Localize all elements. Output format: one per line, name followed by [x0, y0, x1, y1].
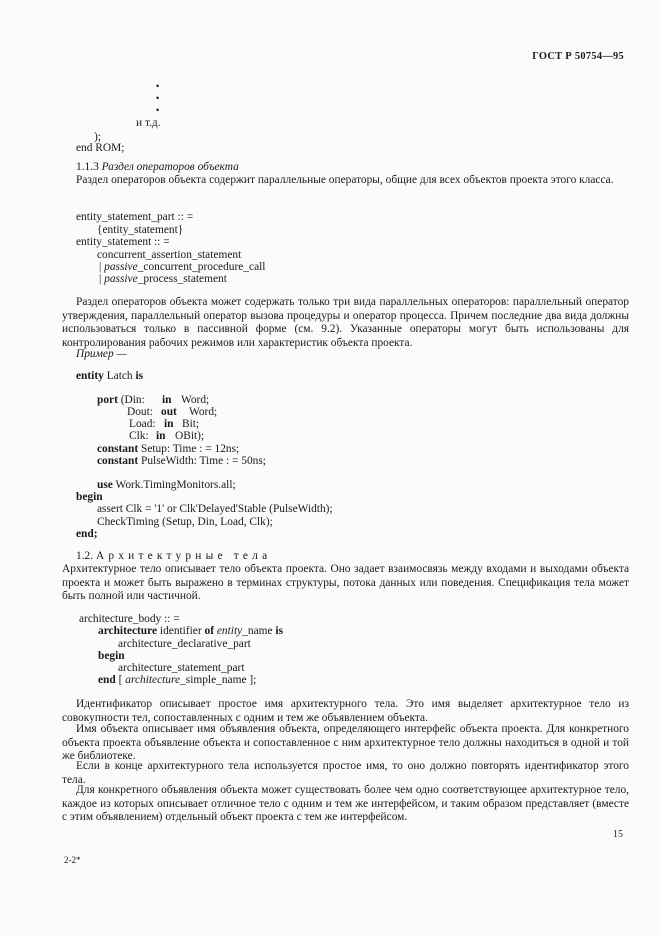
paragraph: Имя объекта описывает имя объявления объекта, определяющего интерфейс объекта проекта. Для конкретного объекта проекта объявление объекта и сопоставленное с ним архитектурное тело должны находиться в одной и той же библиотеке. — [62, 723, 629, 763]
code-line: CheckTiming (Setup, Din, Load, Clk); — [97, 516, 273, 528]
keyword: in — [156, 430, 166, 442]
keyword: end; — [76, 528, 98, 540]
italic-term: entity — [216, 625, 243, 637]
italic-term: passive — [104, 261, 138, 273]
keyword: begin — [98, 650, 125, 662]
grammar-line: architecture_declarative_part — [118, 638, 251, 650]
section-number: 1.2. — [76, 550, 94, 562]
paragraph: Раздел операторов объекта содержит параллельные операторы, общие для всех объектов проекта этого класса. — [76, 174, 614, 186]
paragraph: Для конкретного объявления объекта может существовать более чем одно соответствующее архитектурное тело, каждое из которых описывает отличное тело с одним и тем же интерфейсом, и таким образом представляет (вместе с этим объявлением) отдельный объект проекта с тем же интерфейсом. — [62, 784, 629, 824]
signature-mark: 2-2* — [64, 855, 81, 865]
ellipsis-dot: • — [156, 105, 160, 115]
code-text: Dout: — [127, 406, 153, 418]
keyword: port — [97, 394, 118, 406]
bracket: ]; — [249, 674, 257, 686]
code-text: Work.TimingMonitors.all; — [115, 479, 236, 491]
code-text: Setup: Time : = 12ns; — [141, 443, 240, 455]
code-text: Bit; — [182, 418, 200, 430]
ellipsis-dot: • — [156, 81, 160, 91]
document-header: ГОСТ Р 50754—95 — [532, 51, 624, 62]
grammar-line — [98, 625, 283, 639]
code-text: Clk: — [129, 430, 149, 442]
section-title: Архитектурные тела — [95, 550, 272, 562]
paragraph: Раздел операторов объекта может содержать только три вида параллельных операторов: параллельный оператор утверждения, параллельный оператор вызова процедуры и оператор процесса. Причем последние два вида должны использоваться только в пассивной форме (см. 9.2). Указанные операторы могут быть использованы для контролирования рабочих режимов или характеристик объекта проекта. — [62, 296, 629, 349]
section-number: 1.1.3 — [76, 161, 99, 173]
code-text: Load: — [129, 418, 156, 430]
code-line: ); — [94, 131, 101, 143]
keyword: entity — [76, 370, 104, 382]
term: identifier — [159, 625, 202, 637]
section-heading-1-2 — [76, 550, 271, 564]
code-line — [76, 370, 143, 384]
grammar-line: concurrent_assertion_statement — [97, 249, 242, 261]
paragraph: Архитектурное тело описывает тело объекта проекта. Оно задает взаимосвязь между входами и выходами объекта проекта и может быть выражено в терминах структуры, потока данных или поведения. Спецификация тела может быть полной или частичной. — [62, 563, 629, 603]
keyword: begin — [76, 491, 103, 503]
bar-symbol: | — [99, 273, 102, 285]
code-text: OBit); — [175, 430, 205, 442]
grammar-line: {entity_statement} — [97, 224, 184, 236]
code-line: assert Clk = '1' or Clk'Delayed'Stable (PulseWidth); — [97, 503, 333, 515]
grammar-line — [99, 273, 227, 287]
code-text: Word; — [189, 406, 218, 418]
entity-name: Latch — [106, 370, 133, 382]
keyword: out — [161, 406, 177, 418]
keyword: of — [204, 625, 215, 637]
keyword: constant — [97, 455, 139, 467]
keyword: use — [97, 479, 113, 491]
keyword: constant — [97, 443, 139, 455]
section-heading-1-1-3 — [76, 161, 239, 175]
ellipsis-dot: • — [156, 93, 160, 103]
grammar-line: architecture_statement_part — [118, 662, 245, 674]
keyword: is — [135, 370, 144, 382]
code-line — [97, 479, 236, 493]
code-line: end ROM; — [76, 142, 125, 154]
keyword: in — [162, 394, 172, 406]
page-number: 15 — [613, 829, 623, 840]
grammar-line: entity_statement_part :: = — [76, 211, 194, 223]
term-rest: _process_statement — [137, 273, 227, 285]
bar-symbol: | — [99, 261, 102, 273]
term-rest: _name — [242, 625, 273, 637]
italic-term: architecture — [125, 674, 181, 686]
keyword: end — [98, 674, 116, 686]
grammar-line: entity_statement :: = — [76, 236, 170, 248]
code-text: Word; — [181, 394, 210, 406]
code-text: PulseWidth: Time : = 50ns; — [141, 455, 266, 467]
section-title: Раздел операторов объекта — [101, 161, 239, 173]
term-rest: _simple_name — [180, 674, 247, 686]
keyword: is — [275, 625, 284, 637]
grammar-line: architecture_body :: = — [79, 613, 180, 625]
code-text: (Din: — [120, 394, 145, 406]
paragraph: Если в конце архитектурного тела используется простое имя, то оно должно повторять идентификатор этого тела. — [62, 760, 629, 786]
grammar-line — [98, 674, 256, 688]
code-line — [97, 455, 266, 469]
keyword: architecture — [98, 625, 158, 637]
term-rest: _concurrent_procedure_call — [137, 261, 266, 273]
example-label: Пример — — [76, 348, 127, 360]
bracket: [ — [118, 674, 123, 686]
italic-term: passive — [104, 273, 138, 285]
paragraph: Идентификатор описывает простое имя архитектурного тела. Это имя выделяет архитектурное тело из совокупности тел, сопоставленных с одним и тем же объявлением объекта. — [62, 698, 629, 724]
keyword: in — [164, 418, 174, 430]
etc-text: и т.д. — [136, 117, 161, 129]
